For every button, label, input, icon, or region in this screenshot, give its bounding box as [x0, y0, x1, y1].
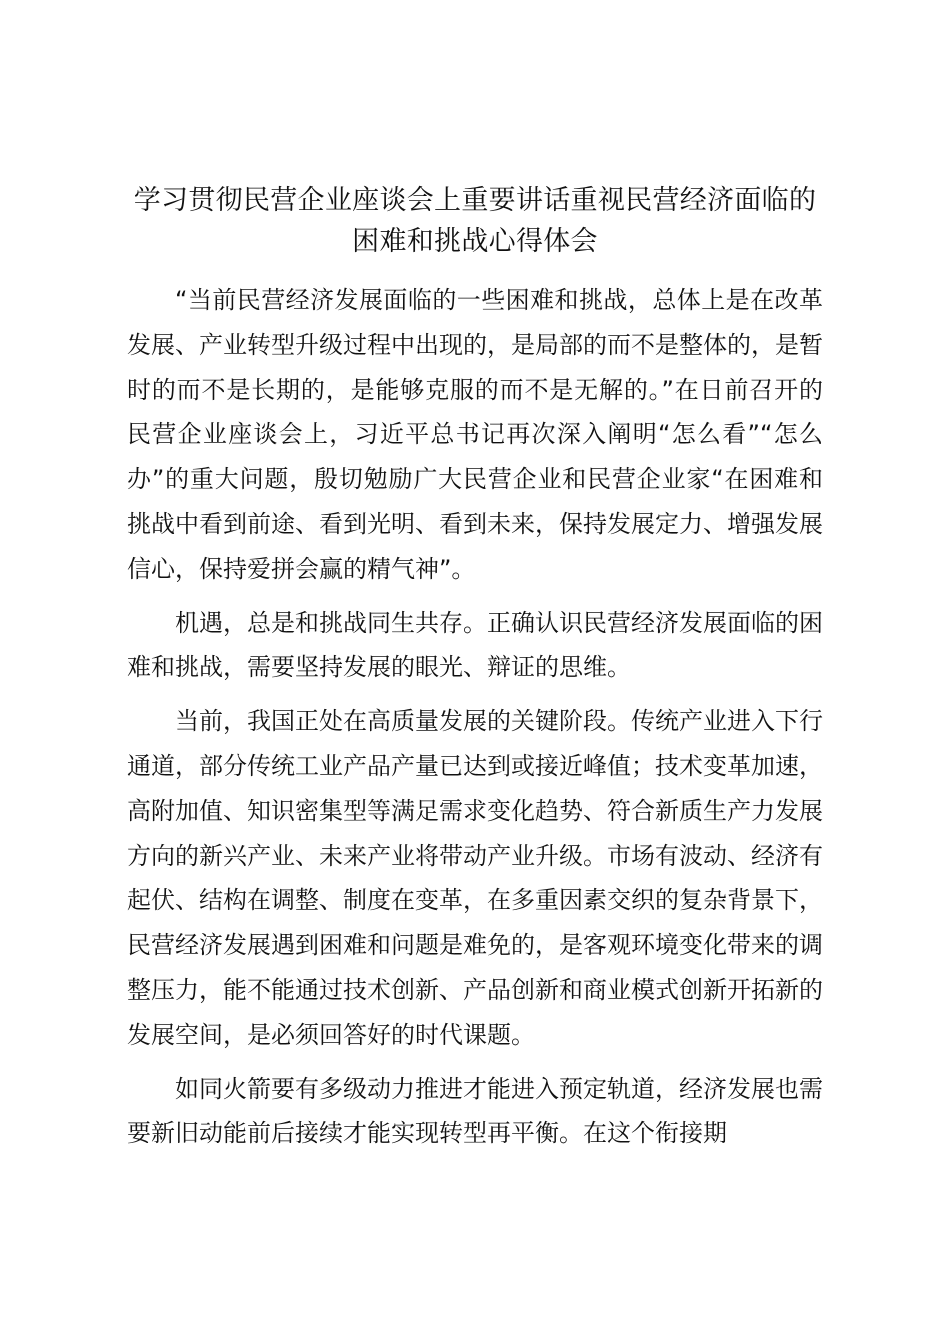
document-body [127, 278, 823, 1165]
paragraph-2: 机遇，总是和挑战同生共存。正确认识民营经济发展面临的困难和挑战，需要坚持发展的眼光、辩证的思维。 [127, 608, 823, 682]
paragraph-1: “当前民营经济发展面临的一些困难和挑战，总体上是在改革发展、产业转型升级过程中出现的，是局部的而不是整体的，是暂时的而不是长期的，是能够克服的而不是无解的。”在日前召开的民营企业座谈会上，习近平总书记再次深入阐明“怎么看”“怎么办”的重大问题，殷切勉励广大民营企业和民营企业家“在困难和挑战中看到前途、看到光明、看到未来，保持发展定力、增强发展信心，保持爱拼会赢的精气神”。 [127, 286, 823, 583]
document-title: 学习贯彻民营企业座谈会上重要讲话重视民营经济面临的困难和挑战心得体会 [133, 185, 817, 257]
paragraph-4: 如同火箭要有多级动力推进才能进入预定轨道，经济发展也需要新旧动能前后接续才能实现转型再平衡。在这个衔接期 [127, 1074, 823, 1148]
paragraph-3: 当前，我国正处在高质量发展的关键阶段。传统产业进入下行通道，部分传统工业产品产量已达到或接近峰值；技术变革加速，高附加值、知识密集型等满足需求变化趋势、符合新质生产力发展方向的新兴产业、未来产业将带动产业升级。市场有波动、经济有起伏、结构在调整、制度在变革，在多重因素交织的复杂背景下，民营经济发展遇到困难和问题是难免的，是客观环境变化带来的调整压力，能不能通过技术创新、产品创新和商业模式创新开拓新的发展空间，是必须回答好的时代课题。 [127, 707, 823, 1049]
